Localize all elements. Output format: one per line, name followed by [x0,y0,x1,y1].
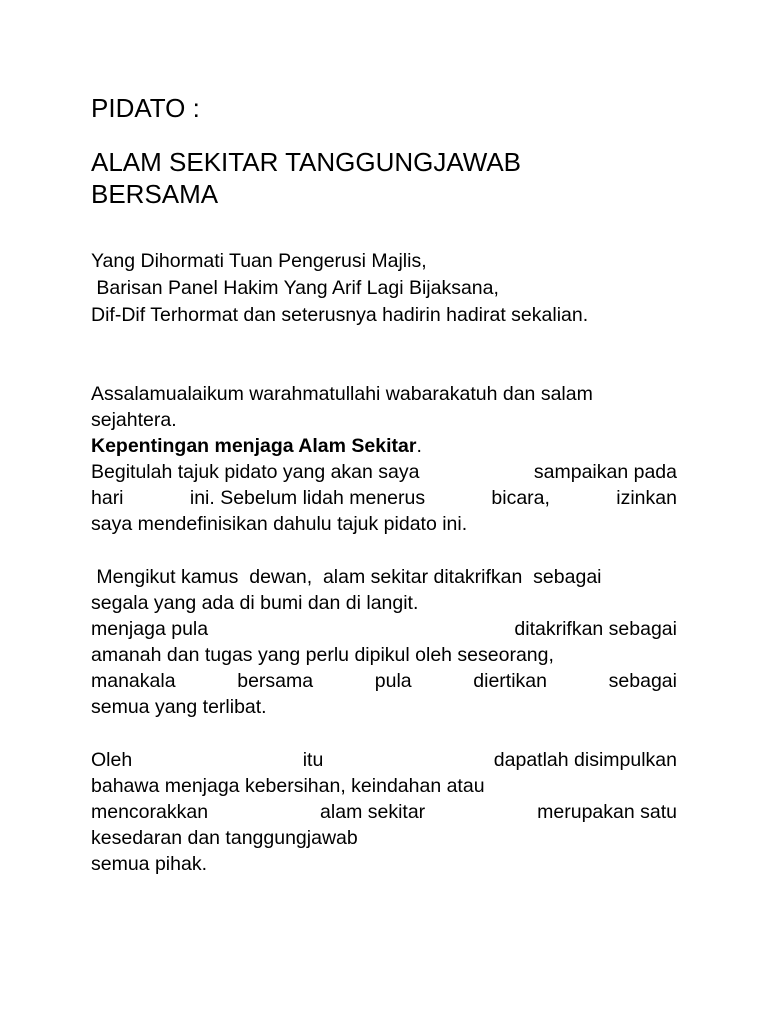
text-line: amanah dan tugas yang perlu dipikul oleh seseorang, [91,644,554,666]
paragraph-opening [91,381,677,537]
text-line [91,485,677,511]
text-segment: izinkan [616,487,677,509]
topic-suffix: . [416,435,422,457]
text-segment: itu [302,749,324,771]
greeting-line: Dif-Dif Terhormat dan seterusnya hadirin hadirat sekalian. [91,304,589,326]
paragraph-conclusion [91,747,677,877]
document-page [91,92,677,877]
text-line [91,459,677,485]
text-segment: ini. Sebelum lidah menerus [189,487,426,509]
text-segment: diertikan [473,670,547,692]
text-line [91,668,677,694]
text-segment: sampaikan pada [533,461,677,483]
text-segment: ditakrifkan sebagai [514,618,677,640]
text-segment: bicara, [491,487,550,509]
text-segment: mencorakkan [91,801,209,823]
text-segment: dapatlah disimpulkan [493,749,677,771]
text-segment: bersama [237,670,314,692]
text-line: Mengikut kamus dewan, alam sekitar ditakrifkan sebagai [91,566,602,588]
text-segment: merupakan satu [537,801,677,823]
text-segment: alam sekitar [320,801,426,823]
title-line-2: BERSAMA [91,179,219,209]
paragraph-definition [91,564,677,720]
text-segment: menjaga pula [91,618,209,640]
greeting-line: Barisan Panel Hakim Yang Arif Lagi Bijaksana, [91,277,499,299]
text-line: semua pihak. [91,853,207,875]
text-line: kesedaran dan tanggungjawab [91,827,358,849]
text-line: segala yang ada di bumi dan di langit. [91,592,419,614]
greeting-block [91,248,677,329]
text-line: semua yang terlibat. [91,696,267,718]
text-line: Assalamualaikum warahmatullahi wabarakatuh dan salam [91,383,593,405]
text-line: sejahtera. [91,409,177,431]
text-segment: hari [91,487,124,509]
document-title [91,146,677,210]
text-line [91,747,677,773]
text-segment: Begitulah tajuk pidato yang akan saya [91,461,420,483]
text-segment: pula [374,670,412,692]
text-line: bahawa menjaga kebersihan, keindahan atau [91,775,485,797]
topic-title: Kepentingan menjaga Alam Sekitar [91,435,417,457]
greeting-line: Yang Dihormati Tuan Pengerusi Majlis, [91,250,427,272]
topic-line [91,433,677,459]
text-line: saya mendefinisikan dahulu tajuk pidato ini. [91,513,468,535]
title-line-1: ALAM SEKITAR TANGGUNGJAWAB [91,147,522,177]
text-segment: sebagai [608,670,677,692]
text-line [91,799,677,825]
text-line [91,616,677,642]
document-label: PIDATO : [91,93,200,123]
text-segment: Oleh [91,749,133,771]
text-segment: manakala [91,670,176,692]
